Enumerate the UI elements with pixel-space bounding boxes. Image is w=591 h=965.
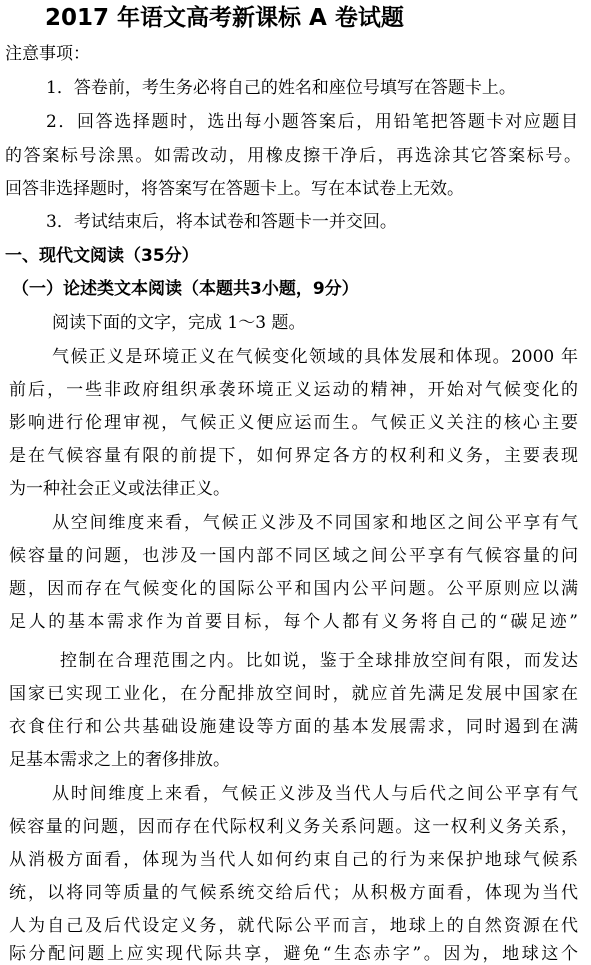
passage-line: 候容量的问题，因而存在代际权利义务关系问题。这一权利义务关系， bbox=[9, 817, 578, 837]
passage-line: 际分配问题上应实现代际共享，避免“生态赤字”。因为，地球这个 bbox=[9, 944, 578, 964]
passage-line: 控制在合理范围之内。比如说，鉴于全球排放空间有限，而发达 bbox=[60, 651, 578, 671]
passage-line: 统，以将同等质量的气候系统交给后代；从积极方面看，体现为当代 bbox=[9, 883, 578, 903]
passage-line: 题，因而存在气候变化的国际公平和国内公平问题。公平原则应以满 bbox=[9, 579, 578, 599]
passage-line: 衣食住行和公共基础设施建设等方面的基本发展需求，同时遏到在满 bbox=[9, 717, 578, 737]
passage-line: 从空间维度来看，气候正义涉及不同国家和地区之间公平享有气 bbox=[52, 513, 578, 533]
passage-line: 足基本需求之上的奢侈排放。 bbox=[9, 750, 230, 770]
notice-line-5: 3．考试结束后，将本试卷和答题卡一并交回。 bbox=[46, 212, 397, 232]
notice-line-3: 的答案标号涂黑。如需改动，用橡皮擦干净后，再选涂其它答案标号。 bbox=[5, 146, 581, 166]
passage-line: 影响进行伦理审视，气候正义便应运而生。气候正义关注的核心主要 bbox=[9, 413, 578, 433]
passage-line: 从消极方面看，体现为当代人如何约束自己的行为来保护地球气候系 bbox=[9, 850, 578, 870]
passage-line: 候容量的问题，也涉及一国内部不同区域之间公平享有气候容量的问 bbox=[9, 546, 578, 566]
passage-line: 是在气候容量有限的前提下，如何界定各方的权利和义务，主要表现 bbox=[9, 446, 578, 466]
notice-heading: 注意事项： bbox=[5, 44, 90, 64]
reading-instruction: 阅读下面的文字，完成 1～3 题。 bbox=[52, 313, 306, 333]
passage-line: 从时间维度上来看，气候正义涉及当代人与后代之间公平享有气 bbox=[52, 784, 578, 804]
passage-line: 为一种社会正义或法律正义。 bbox=[9, 479, 230, 499]
passage-line: 气候正义是环境正义在气候变化领域的具体发展和体现。2000 年 bbox=[52, 347, 578, 367]
section-heading: 一、现代文阅读（35分） bbox=[5, 246, 199, 266]
passage-line: 前后，一些非政府组织承袭环境正义运动的精神，开始对气候变化的 bbox=[9, 380, 578, 400]
subsection-heading: （一）论述类文本阅读（本题共3小题，9分） bbox=[12, 279, 359, 299]
passage-line: 国家已实现工业化，在分配排放空间时，就应首先满足发展中国家在 bbox=[9, 684, 578, 704]
page-title: 2017 年语文高考新课标 A 卷试题 bbox=[45, 5, 404, 31]
notice-line-4: 回答非选择题时，将答案写在答题卡上。写在本试卷上无效。 bbox=[5, 179, 464, 199]
notice-line-2: 2．回答选择题时，选出每小题答案后，用铅笔把答题卡对应题目 bbox=[46, 112, 578, 132]
notice-line-1: 1．答卷前，考生务必将自己的姓名和座位号填写在答题卡上。 bbox=[46, 78, 516, 98]
passage-line: 人为自己及后代设定义务，就代际公平而言，地球上的自然资源在代 bbox=[9, 916, 578, 936]
passage-line: 足人的基本需求作为首要目标，每个人都有义务将自己的“碳足迹” bbox=[9, 612, 578, 632]
